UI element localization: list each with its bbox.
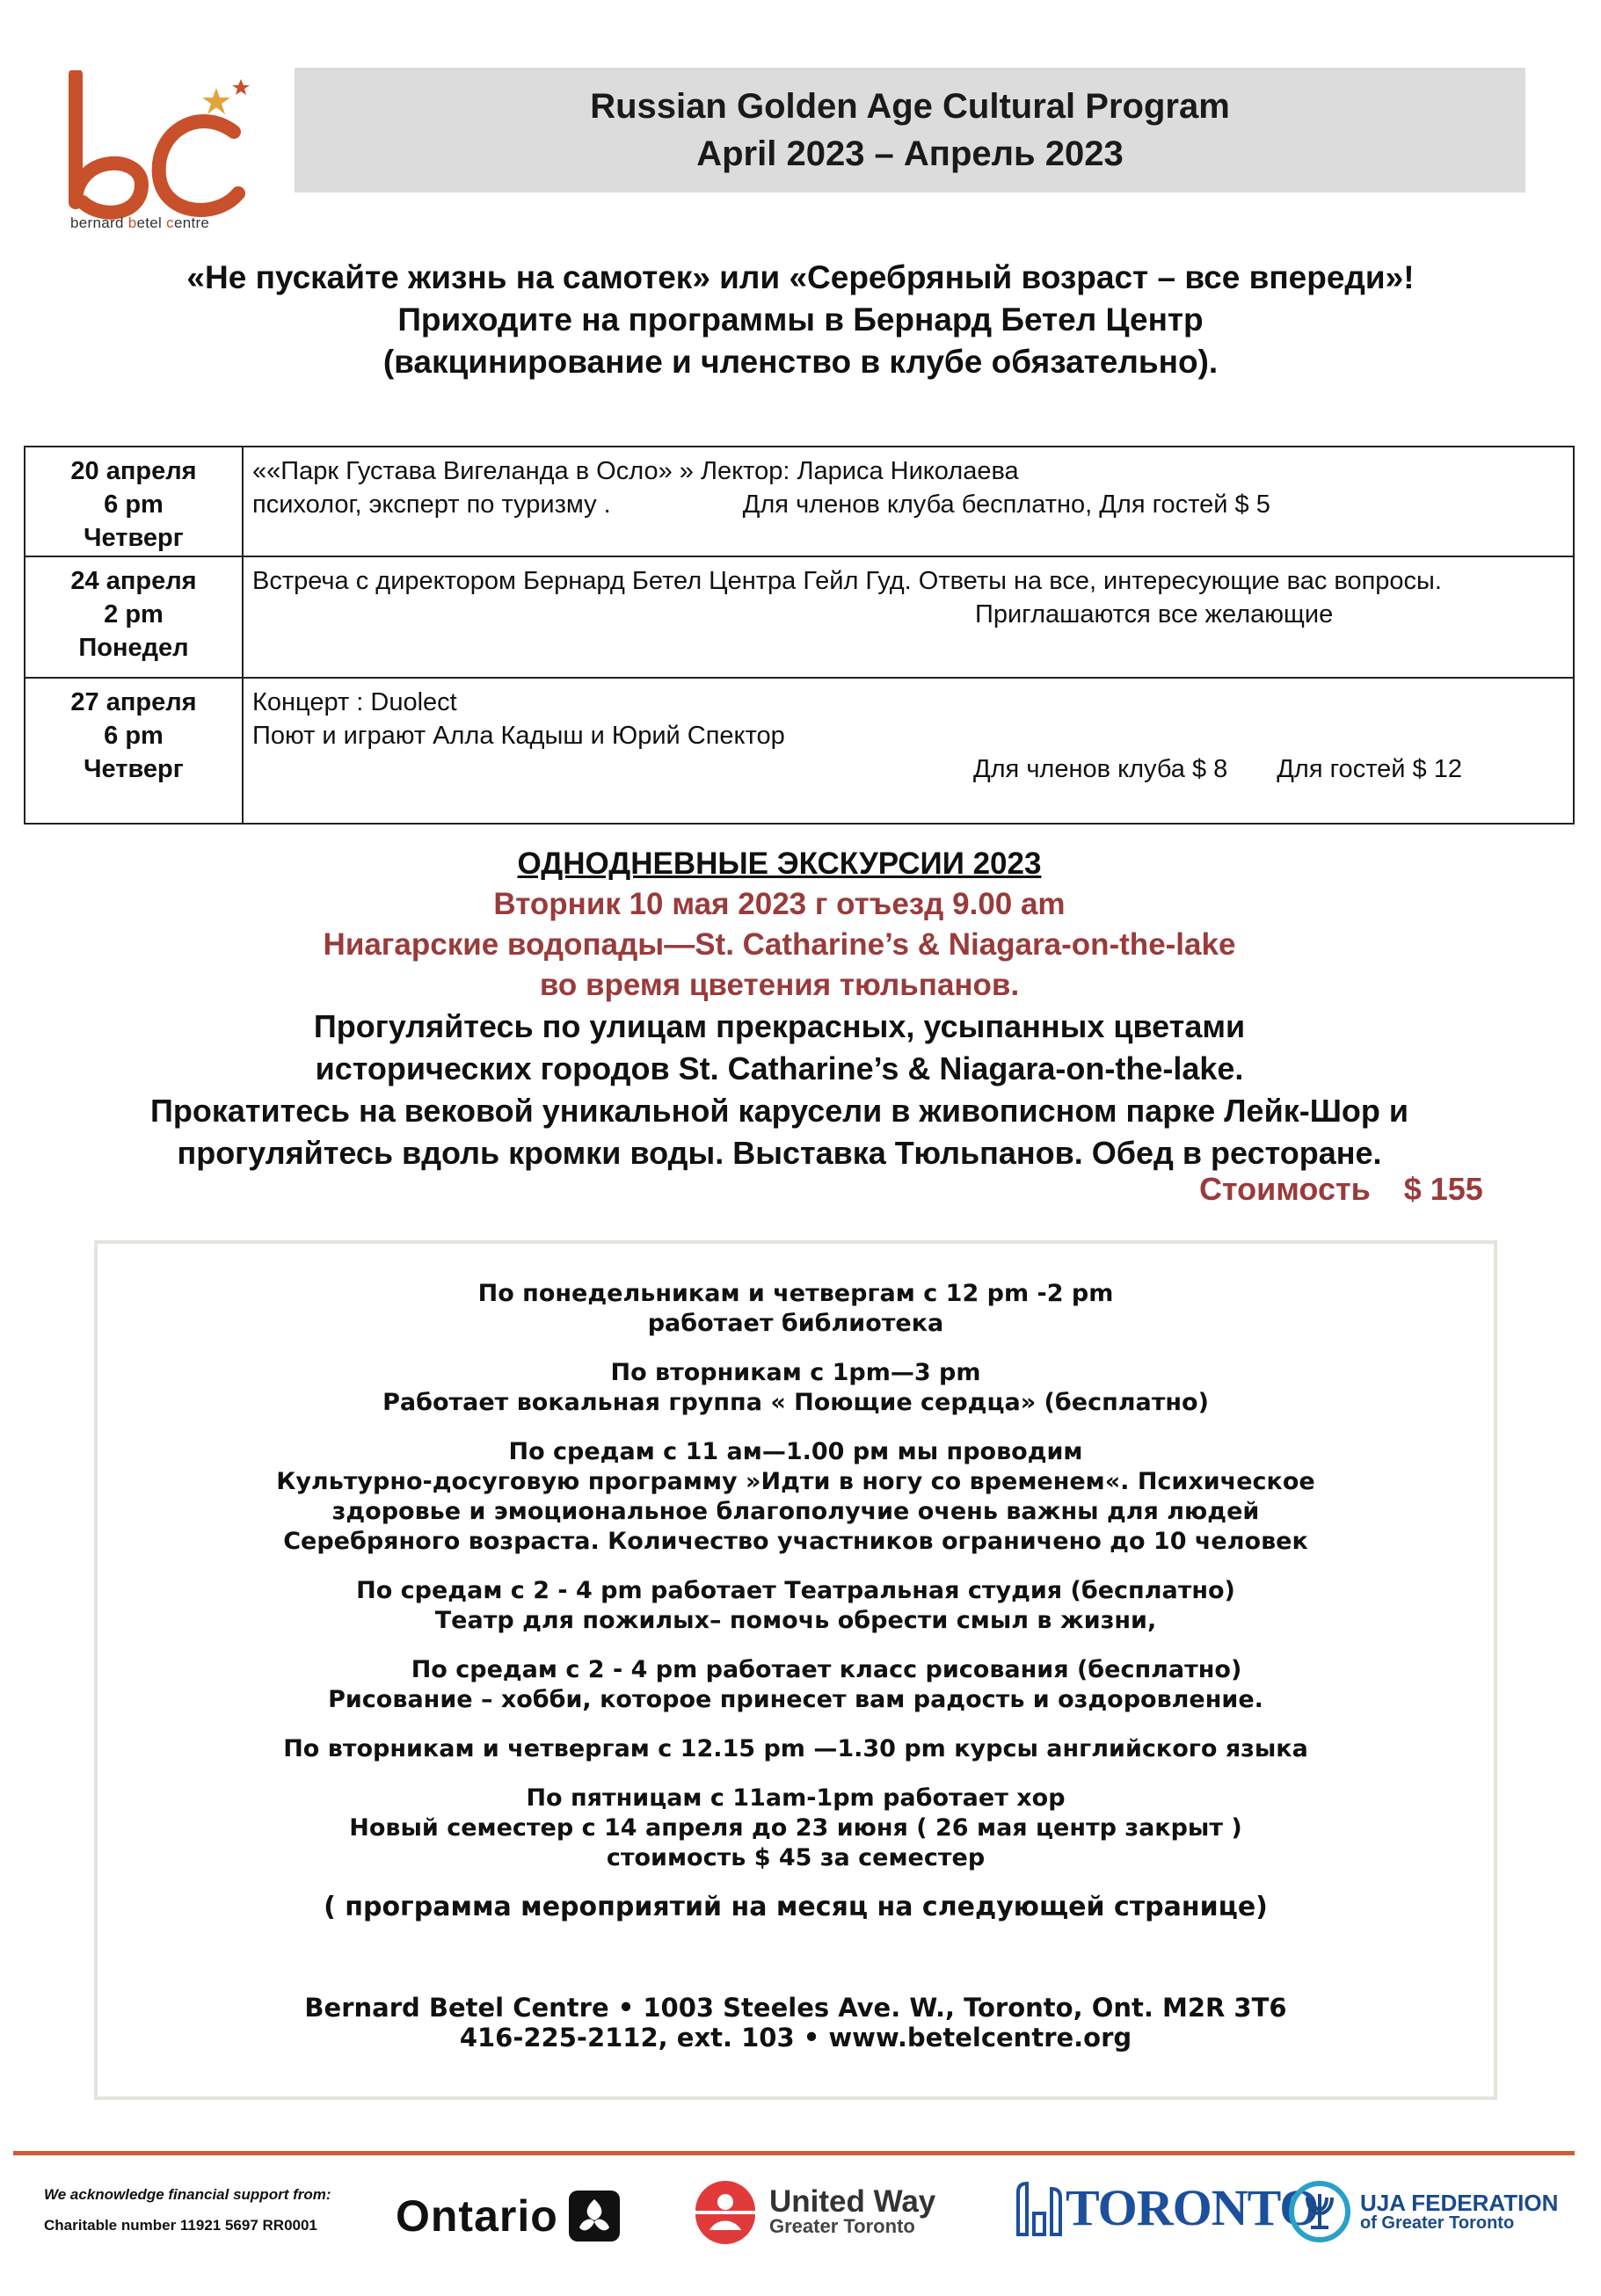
charitable-number: Charitable number 11921 5697 RR0001 [44, 2217, 317, 2234]
united-way-name: United Way [769, 2183, 936, 2219]
toronto-logo [1013, 2178, 1318, 2237]
event-weekday: Четверг [84, 524, 184, 552]
event-line: Встреча с директором Бернард Бетел Центра Гейл Гуд. Ответы на все, интересующие вас вопросы. [252, 567, 1442, 595]
activity-block [98, 1784, 1494, 1873]
intro-text [0, 257, 1601, 383]
logo-caption: bernard betel centre [70, 214, 210, 231]
event-line: Концерт : Duolect [252, 688, 457, 716]
activity-line: По средам с 2 - 4 pm работает класс рисования (бесплатно) [411, 1656, 1242, 1683]
activity-line: Работает вокальная группа « Поющие сердца» (бесплатно) [382, 1389, 1209, 1416]
event-price: Для членов клуба бесплатно, Для гостей $ 5 [742, 490, 1270, 519]
activity-line: Театр для пожилых– помочь обрести смыл в жизни, [434, 1607, 1157, 1634]
address-line: Bernard Betel Centre • 1003 Steeles Ave. W., Toronto, Ont. M2R 3T6 [304, 1993, 1287, 2023]
program-title: Russian Golden Age Cultural Program [590, 87, 1230, 126]
activity-line: Рисование – хобби, которое принесет вам радость и оздоровление. [328, 1686, 1263, 1713]
event-time: 2 pm [104, 600, 164, 628]
event-description [243, 678, 1574, 824]
acknowledgement-text: We acknowledge financial support from: [44, 2186, 331, 2203]
united-way-region: Greater Toronto [769, 2214, 915, 2237]
footer-divider [13, 2151, 1575, 2155]
united-way-logo [690, 2176, 935, 2246]
excursion-desc: Прокатитесь на вековой уникальной карусели в живописном парке Лейк-Шор и [150, 1093, 1408, 1129]
activity-line: По вторникам и четвергам с 12.15 pm —1.30 pm курсы английского языка [283, 1735, 1308, 1762]
activity-block [98, 1279, 1494, 1339]
activity-line: По пятницам с 11am-1pm работает хор [526, 1784, 1066, 1812]
ontario-wordmark: Ontario [396, 2191, 558, 2241]
event-description [243, 447, 1574, 556]
activity-line: стоимость $ 45 за семестер [606, 1844, 986, 1871]
program-header [295, 68, 1525, 193]
activity-line: По понедельникам и четвергам с 12 pm -2 pm [477, 1280, 1114, 1307]
ontario-logo [396, 2189, 622, 2243]
excursion-season: во время цветения тюльпанов. [539, 968, 1020, 1002]
next-page-notice: ( программа мероприятий на месяц на следующей странице) [324, 1892, 1268, 1922]
event-when [25, 447, 243, 556]
activity-line: По вторникам с 1pm—3 pm [610, 1359, 981, 1386]
event-weekday: Понедел [78, 634, 189, 662]
excursion-section [0, 844, 1601, 1174]
event-detail: психолог, эксперт по туризму . [252, 490, 611, 519]
activity-block [98, 1655, 1494, 1715]
event-when [25, 678, 243, 824]
centre-address [98, 1993, 1494, 2053]
event-weekday: Четверг [84, 755, 184, 783]
uja-region: of Greater Toronto [1360, 2213, 1515, 2233]
price-value: $ 155 [1403, 1171, 1483, 1207]
event-line: Приглашаются все желающие [975, 600, 1334, 628]
activity-line: По средам с 2 - 4 pm работает Театральная студия (бесплатно) [356, 1577, 1235, 1604]
price-label: Стоимость [1199, 1171, 1371, 1207]
table-row [25, 447, 1574, 556]
activity-line: Серебряного возраста. Количество участников ограничено до 10 человек [283, 1528, 1308, 1555]
excursion-date: Вторник 10 мая 2023 г отъезд 9.00 am [493, 887, 1066, 921]
event-date: 20 апреля [70, 457, 197, 485]
intro-line: (вакцинирование и членство в клубе обязательно). [382, 344, 1219, 380]
event-time: 6 pm [104, 722, 164, 750]
activity-block [98, 1358, 1494, 1418]
menorah-icon [1288, 2180, 1351, 2243]
trillium-icon [567, 2189, 622, 2243]
united-way-hand-icon [690, 2176, 760, 2246]
table-row [25, 556, 1574, 678]
activity-line: здоровье и эмоциональное благополучие очень важны для людей [331, 1498, 1260, 1525]
event-when [25, 556, 243, 678]
city-hall-icon [1013, 2180, 1066, 2236]
activity-line: Новый семестер с 14 апреля до 23 июня ( 26 мая центр закрыт ) [349, 1814, 1242, 1842]
contact-line: 416-225-2112, ext. 103 • www.betelcentre.org [459, 2023, 1132, 2053]
table-row [25, 678, 1574, 824]
event-line: Поют и играют Алла Кадыш и Юрий Спектор [252, 722, 785, 750]
event-date: 24 апреля [70, 567, 197, 595]
activity-line: работает библиотека [647, 1310, 944, 1337]
excursion-desc: прогуляйтесь вдоль кромки воды. Выставка Тюльпанов. Обед в ресторане. [177, 1135, 1382, 1171]
excursion-title: ОДНОДНЕВНЫЕ ЭКСКУРСИИ 2023 [517, 846, 1042, 881]
price-guests: Для гостей $ 12 [1277, 755, 1462, 783]
activity-block [98, 1437, 1494, 1557]
activity-line: По средам с 11 ам—1.00 рм мы проводим [508, 1438, 1083, 1465]
excursion-price [1199, 1171, 1483, 1208]
activity-block [98, 1576, 1494, 1636]
events-table [24, 446, 1575, 825]
event-time: 6 pm [104, 490, 164, 519]
bernard-betel-centre-logo [67, 70, 260, 237]
intro-line: Приходите на программы в Бернард Бетел Центр [397, 302, 1204, 338]
excursion-route: Ниагарские водопады—St. Catharine’s & Niagara-on-the-lake [323, 927, 1236, 962]
event-prices [252, 752, 1573, 786]
toronto-wordmark: TORONTO [1066, 2179, 1319, 2236]
intro-line: «Не пускайте жизнь на самотек» или «Серебряный возраст – все впереди»! [186, 259, 1415, 295]
excursion-desc: исторических городов St. Catharine’s & Niagara-on-the-lake. [315, 1050, 1244, 1086]
activity-line: Культурно-досуговую программу »Идти в ногу со временем«. Психическое [276, 1468, 1315, 1495]
price-members: Для членов клуба $ 8 [973, 755, 1228, 783]
weekly-activities-box [94, 1240, 1497, 2100]
excursion-desc: Прогуляйтесь по улицам прекрасных, усыпанных цветами [313, 1008, 1246, 1044]
event-line: ««Парк Густава Вигеланда в Осло» » Лектор: Лариса Николаева [252, 457, 1019, 485]
uja-name: UJA FEDERATION [1360, 2190, 1559, 2216]
event-date: 27 апреля [70, 688, 197, 716]
uja-federation-logo [1288, 2180, 1558, 2243]
activity-block [98, 1734, 1494, 1764]
event-description [243, 556, 1574, 678]
event-line [252, 488, 1573, 521]
program-subtitle: April 2023 – Апрель 2023 [696, 134, 1124, 173]
